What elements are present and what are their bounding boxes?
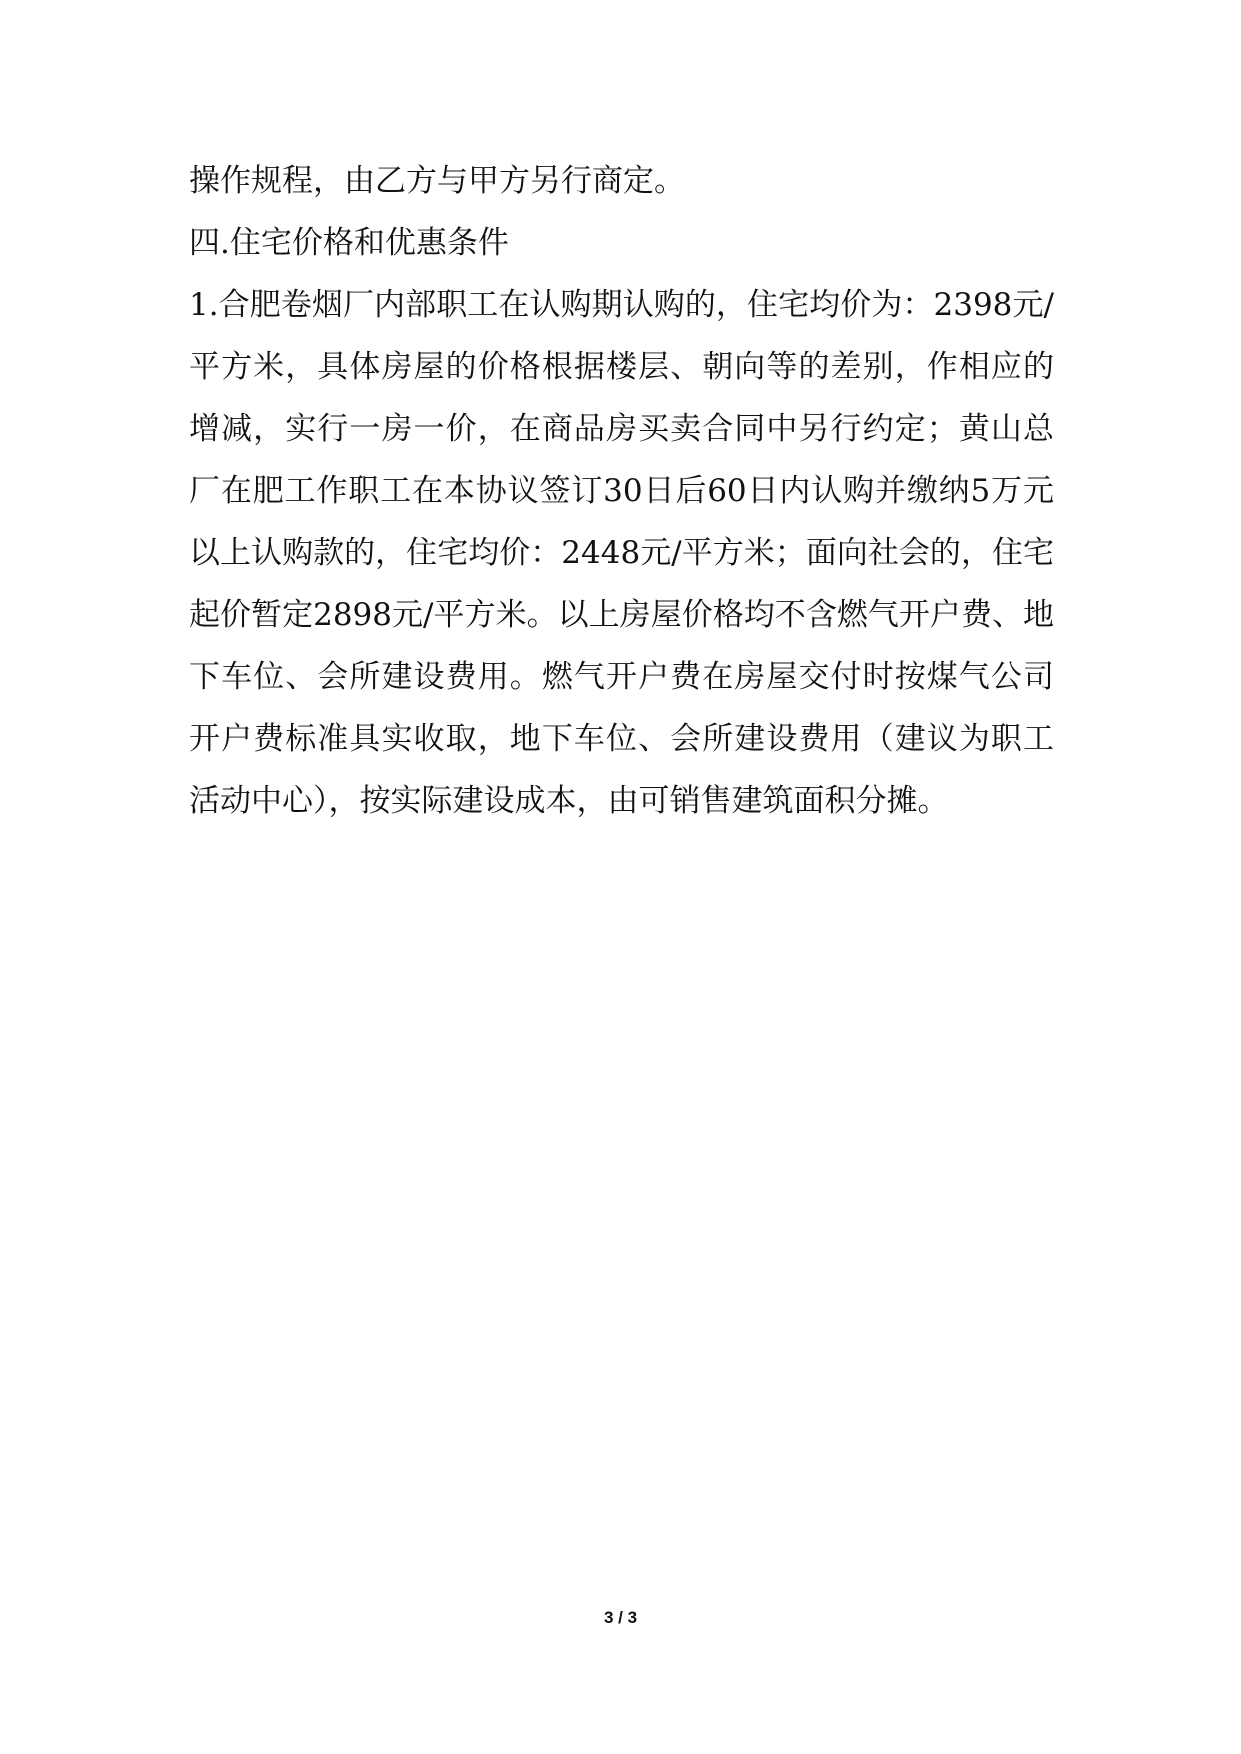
- paragraph-continuation: 操作规程，由乙方与甲方另行商定。: [189, 163, 685, 199]
- page-number: 3 / 3: [603, 1608, 638, 1627]
- paragraph-item-1: 1.合肥卷烟厂内部职工在认购期认购的，住宅均价为：2398元/平方米，具体房屋的价格根据楼层、朝向等的差别，作相应的增减，实行一房一价，在商品房买卖合同中另行约定；黄山总厂在肥工作职工在本协议签订30日后60日内认购并缴纳5万元以上认购款的，住宅均价：2448元/平方米；面向社会的，住宅起价暂定2898元/平方米。以上房屋价格均不含燃气开户费、地下车位、会所建设费用。燃气开户费在房屋交付时按煤气公司开户费标准具实收取，地下车位、会所建设费用（建议为职工活动中心），按实际建设成本，由可销售建筑面积分摊。: [189, 287, 1054, 819]
- document-body: [189, 150, 1054, 832]
- section-heading: 四.住宅价格和优惠条件: [189, 225, 509, 261]
